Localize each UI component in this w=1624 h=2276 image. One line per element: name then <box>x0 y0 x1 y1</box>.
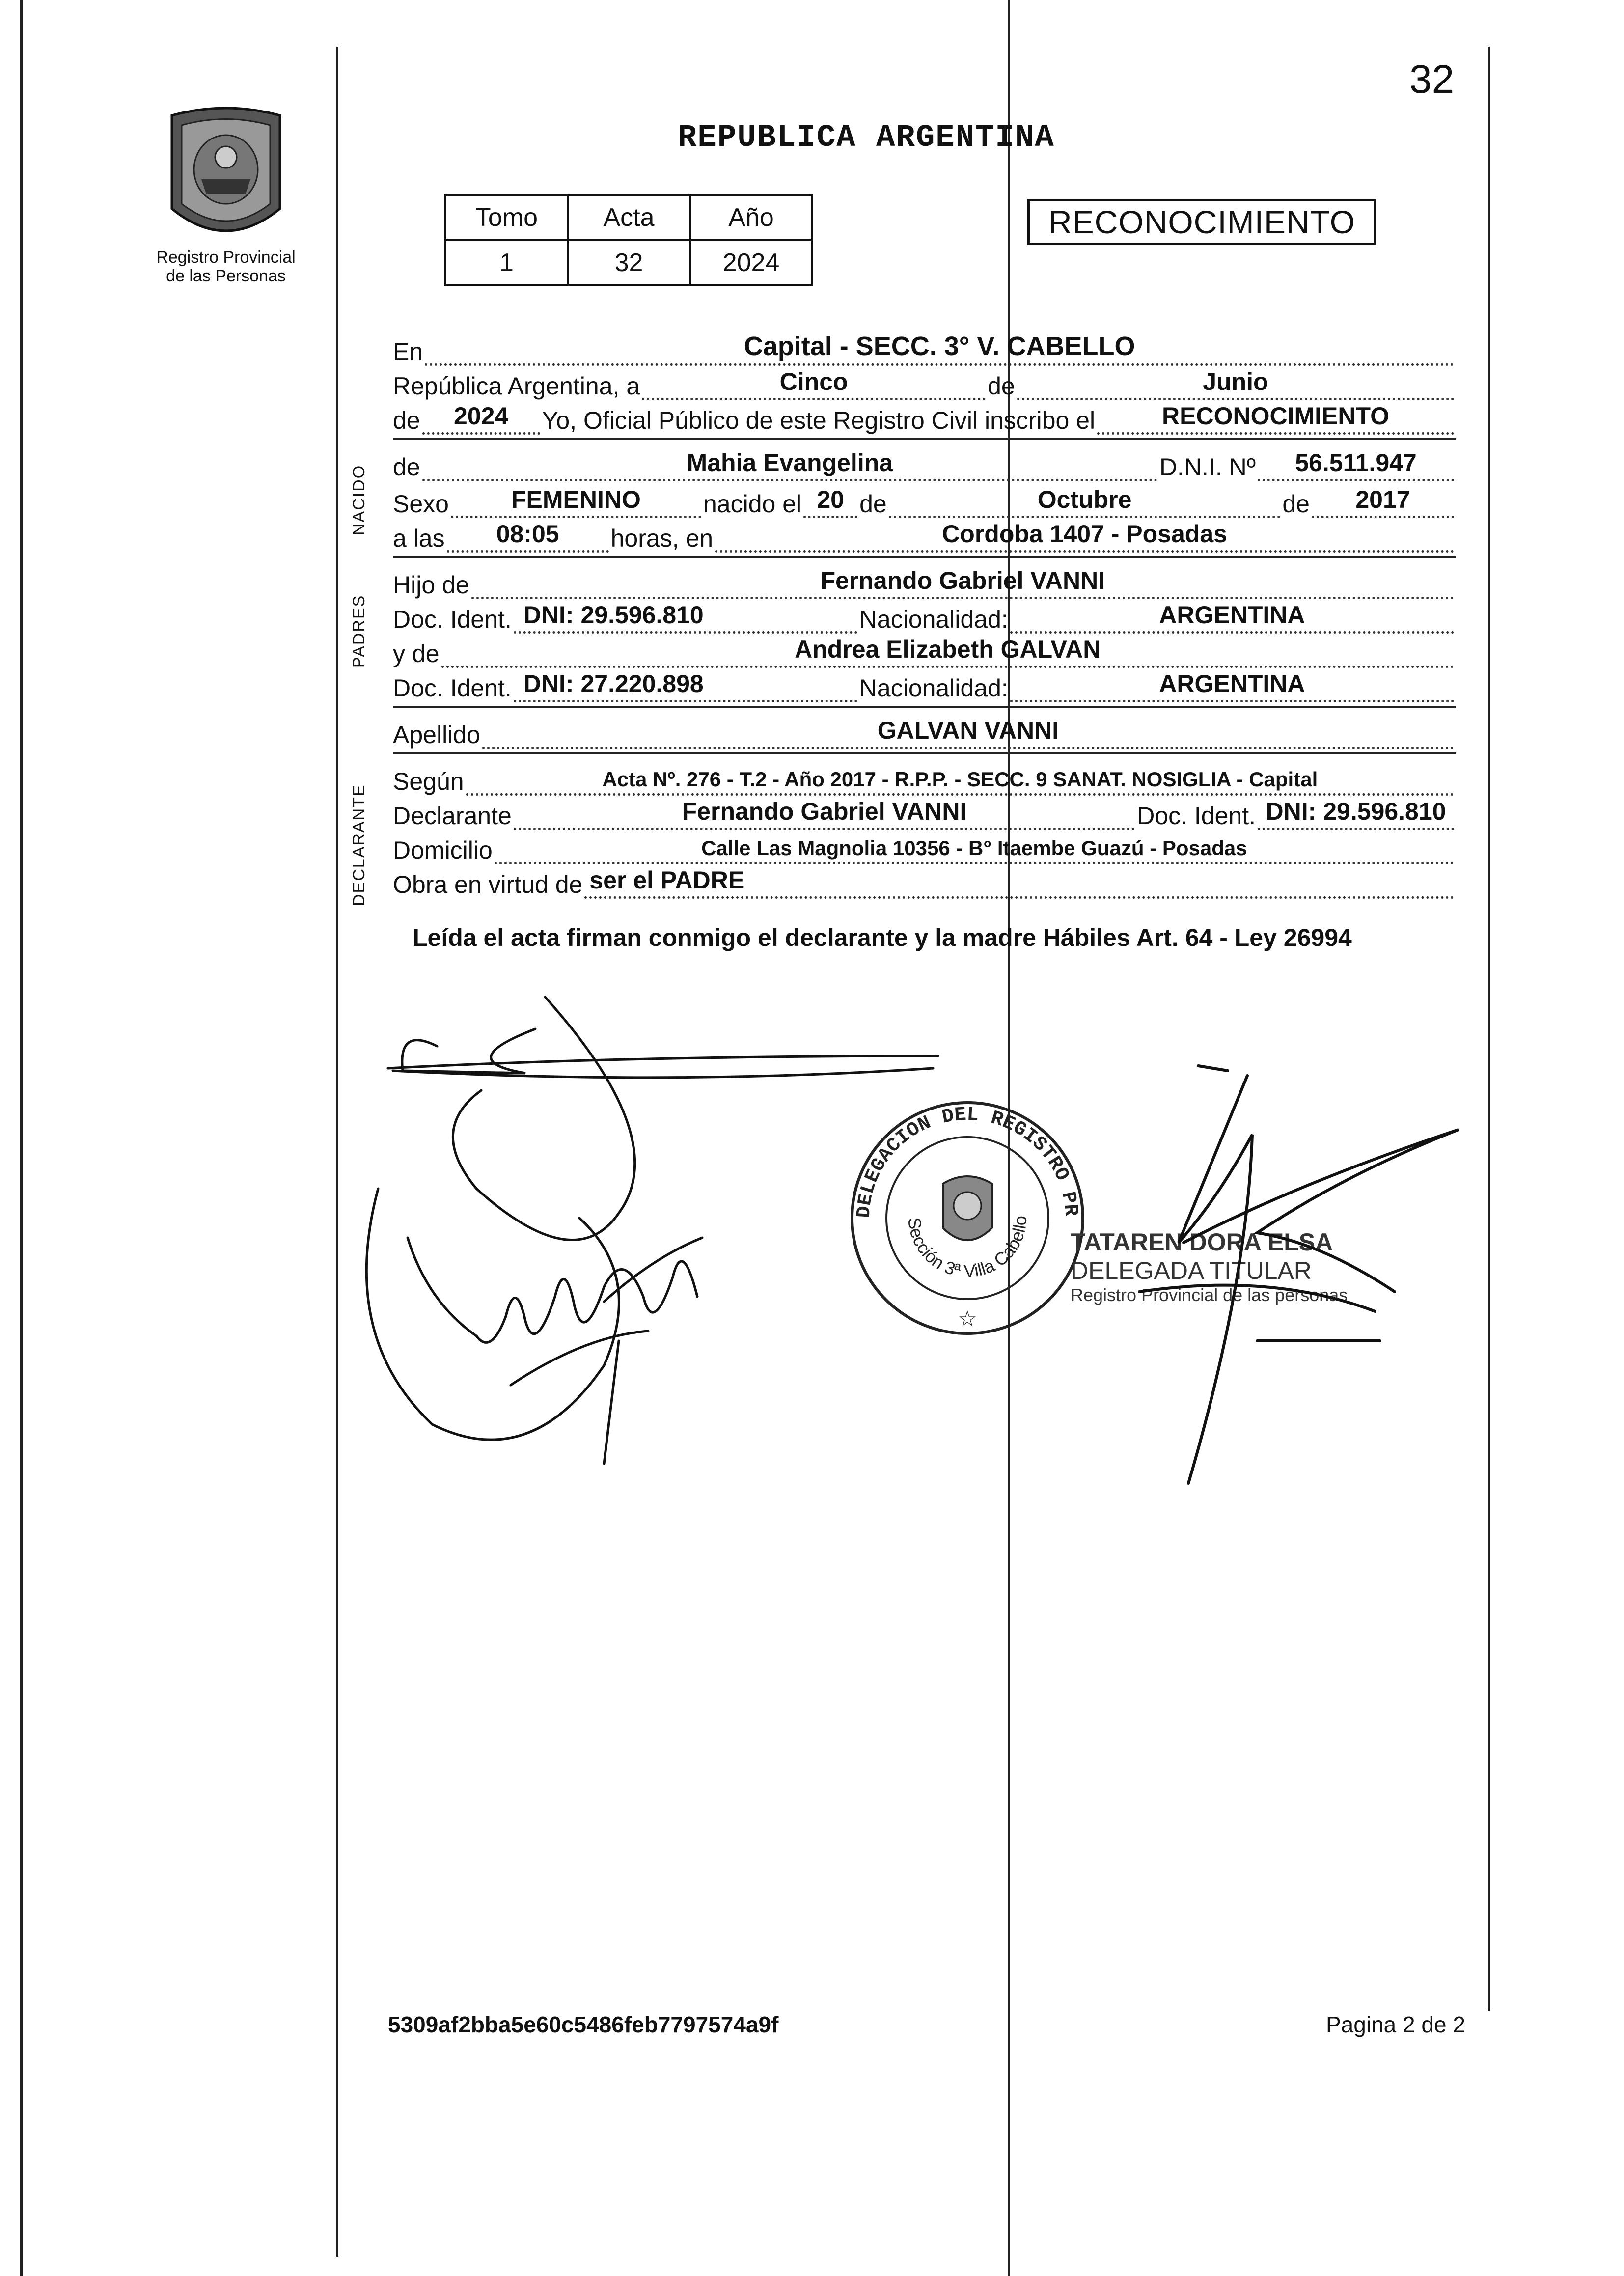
value-domicilio: Calle Las Magnolia 10356 - B° Itaembe Guazú - Posadas <box>701 836 1247 860</box>
fill-inscribo <box>1097 403 1454 435</box>
value-decl-doc: DNI: 29.596.810 <box>1266 798 1446 825</box>
fill-madre <box>441 636 1454 668</box>
label-y-de: y de <box>393 640 440 667</box>
label-madre-nac: Nacionalidad: <box>859 674 1008 702</box>
fill-lugar <box>715 521 1454 553</box>
value-inscribo: RECONOCIMIENTO <box>1162 402 1390 430</box>
label-domicilio: Domicilio <box>393 836 493 864</box>
value-mes: Junio <box>1203 368 1268 395</box>
value-madre-nac: ARGENTINA <box>1159 670 1305 697</box>
row-en <box>393 332 1456 366</box>
section-label-padres: PADRES <box>350 594 368 668</box>
label-en: En <box>393 338 423 365</box>
star-icon: ☆ <box>958 1307 977 1331</box>
value-nac-dia: 20 <box>817 486 844 513</box>
fill-dni <box>1258 449 1454 481</box>
row-fecha <box>393 366 1456 400</box>
label-inscribo: Yo, Oficial Público de este Registro Civil inscribo el <box>542 407 1096 434</box>
logo-caption <box>142 248 309 285</box>
fill-padre-nac <box>1010 602 1454 634</box>
page-title: REPUBLICA ARGENTINA <box>678 120 1055 156</box>
fill-madre-nac <box>1010 670 1454 702</box>
divider-4 <box>393 752 1456 754</box>
value-nac-mes: Octubre <box>1037 486 1132 513</box>
label-de-anio: de <box>393 407 420 434</box>
section-label-nacido: NACIDO <box>350 464 368 535</box>
fill-en <box>425 334 1454 366</box>
value-nombre: Mahia Evangelina <box>687 449 893 476</box>
label-nac-de2: de <box>1282 490 1310 518</box>
fill-nac-mes <box>889 486 1281 518</box>
value-anio: 2024 <box>690 240 812 285</box>
value-en: Capital - SECC. 3° V. CABELLO <box>743 332 1135 361</box>
fill-segun <box>466 764 1454 796</box>
label-nac-de: de <box>859 490 887 518</box>
value-sexo: FEMENINO <box>511 486 641 513</box>
value-acta: 32 <box>568 240 690 285</box>
fill-hora <box>447 521 609 553</box>
registry-table <box>444 194 813 286</box>
header-tomo: Tomo <box>445 195 568 240</box>
label-declarante: Declarante <box>393 802 512 830</box>
fill-nac-dia <box>803 486 857 518</box>
fill-mes <box>1017 368 1454 400</box>
value-padre-doc: DNI: 29.596.810 <box>523 601 704 629</box>
province-seal-icon <box>162 106 290 253</box>
label-sexo: Sexo <box>393 490 449 518</box>
value-anio: 2024 <box>454 402 509 430</box>
label-horas-en: horas, en <box>610 525 714 552</box>
registry-table-value-row <box>445 240 812 285</box>
page-indicator: Pagina 2 de 2 <box>1326 2012 1465 2037</box>
fill-apellido <box>482 717 1454 749</box>
officer-title: DELEGADA TITULAR <box>1071 1257 1312 1284</box>
header-anio: Año <box>690 195 812 240</box>
value-apellido: GALVAN VANNI <box>877 717 1059 744</box>
label-de-mes: de <box>988 372 1015 400</box>
row-hijo-de <box>393 565 1456 599</box>
closing-statement: Leída el acta firman conmigo el declarante y la madre Hábiles Art. 64 - Ley 26994 <box>413 924 1352 951</box>
divider-2 <box>393 556 1456 558</box>
value-tomo: 1 <box>445 240 568 285</box>
row-domicilio <box>393 830 1456 864</box>
row-inscribo <box>393 400 1456 435</box>
province-logo <box>162 106 290 253</box>
value-obra: ser el PADRE <box>589 866 745 894</box>
right-margin-line <box>1488 47 1490 2011</box>
label-hijo-de: Hijo de <box>393 571 469 599</box>
value-hora: 08:05 <box>496 520 559 548</box>
label-republica: República Argentina, a <box>393 372 640 400</box>
row-padre-doc <box>393 599 1456 634</box>
row-y-de <box>393 634 1456 668</box>
section-label-declarante: DECLARANTE <box>350 784 368 906</box>
fill-dia <box>642 368 986 400</box>
stamp-inner-text: Sección 3ª Villa Cabello <box>904 1215 1031 1281</box>
registry-stamp-icon <box>845 1095 1090 1341</box>
header-acta: Acta <box>568 195 690 240</box>
divider-3 <box>393 706 1456 708</box>
value-madre: Andrea Elizabeth GALVAN <box>795 636 1101 663</box>
officer-signature-icon <box>1100 1036 1493 1508</box>
officer-name: TATAREN DORA ELSA <box>1071 1228 1333 1256</box>
label-a-las: a las <box>393 525 445 552</box>
label-padre-nac: Nacionalidad: <box>859 606 1008 633</box>
value-segun: Acta Nº. 276 - T.2 - Año 2017 - R.P.P. - SECC. 9 SANAT. NOSIGLIA - Capital <box>602 768 1318 791</box>
fill-anio <box>422 403 540 435</box>
label-obra: Obra en virtud de <box>393 871 583 898</box>
fill-domicilio <box>495 833 1454 864</box>
row-declarante <box>393 796 1456 830</box>
value-madre-doc: DNI: 27.220.898 <box>523 670 704 697</box>
stamp-ring-text: DELEGACION DEL REGISTRO PR <box>853 1104 1082 1219</box>
fill-madre-doc <box>514 670 857 702</box>
row-madre-doc <box>393 668 1456 702</box>
row-apellido <box>393 715 1456 749</box>
label-nacido: nacido el <box>703 490 802 518</box>
label-madre-doc: Doc. Ident. <box>393 674 512 702</box>
fill-nac-anio <box>1312 486 1454 518</box>
value-dia: Cinco <box>779 368 848 395</box>
logo-caption-line2: de las Personas <box>166 267 286 285</box>
label-padre-doc: Doc. Ident. <box>393 606 512 633</box>
act-type-box: RECONOCIMIENTO <box>1027 199 1376 245</box>
page-number: 32 <box>1409 57 1455 102</box>
label-segun: Según <box>393 768 464 795</box>
officer-office: Registro Provincial de las personas <box>1071 1285 1348 1305</box>
label-apellido: Apellido <box>393 721 480 749</box>
fill-nombre <box>422 449 1157 481</box>
value-nac-anio: 2017 <box>1355 486 1410 513</box>
value-declarante: Fernando Gabriel VANNI <box>682 798 967 825</box>
divider-1 <box>393 438 1456 440</box>
value-dni: 56.511.947 <box>1295 449 1417 476</box>
row-segun <box>393 761 1456 796</box>
label-decl-doc: Doc. Ident. <box>1137 802 1256 830</box>
document-hash: 5309af2bba5e60c5486feb7797574a9f <box>388 2012 779 2037</box>
value-lugar: Cordoba 1407 - Posadas <box>942 520 1227 548</box>
logo-caption-line1: Registro Provincial <box>156 248 296 267</box>
value-padre: Fernando Gabriel VANNI <box>820 567 1105 594</box>
fill-padre <box>471 567 1454 599</box>
row-nombre <box>393 447 1456 481</box>
value-padre-nac: ARGENTINA <box>1159 601 1305 629</box>
official-stamp <box>845 1095 1090 1341</box>
fill-padre-doc <box>514 602 857 634</box>
label-dni: D.N.I. Nº <box>1159 453 1256 481</box>
registry-table-header-row <box>445 195 812 240</box>
left-margin-line <box>20 0 23 2276</box>
fill-declarante <box>514 798 1135 830</box>
row-obra <box>393 864 1456 899</box>
row-sexo <box>393 484 1456 518</box>
label-de-nombre: de <box>393 453 420 481</box>
row-hora <box>393 518 1456 553</box>
fill-decl-doc <box>1258 798 1454 830</box>
fill-sexo <box>451 486 701 518</box>
fill-obra <box>584 867 1454 899</box>
